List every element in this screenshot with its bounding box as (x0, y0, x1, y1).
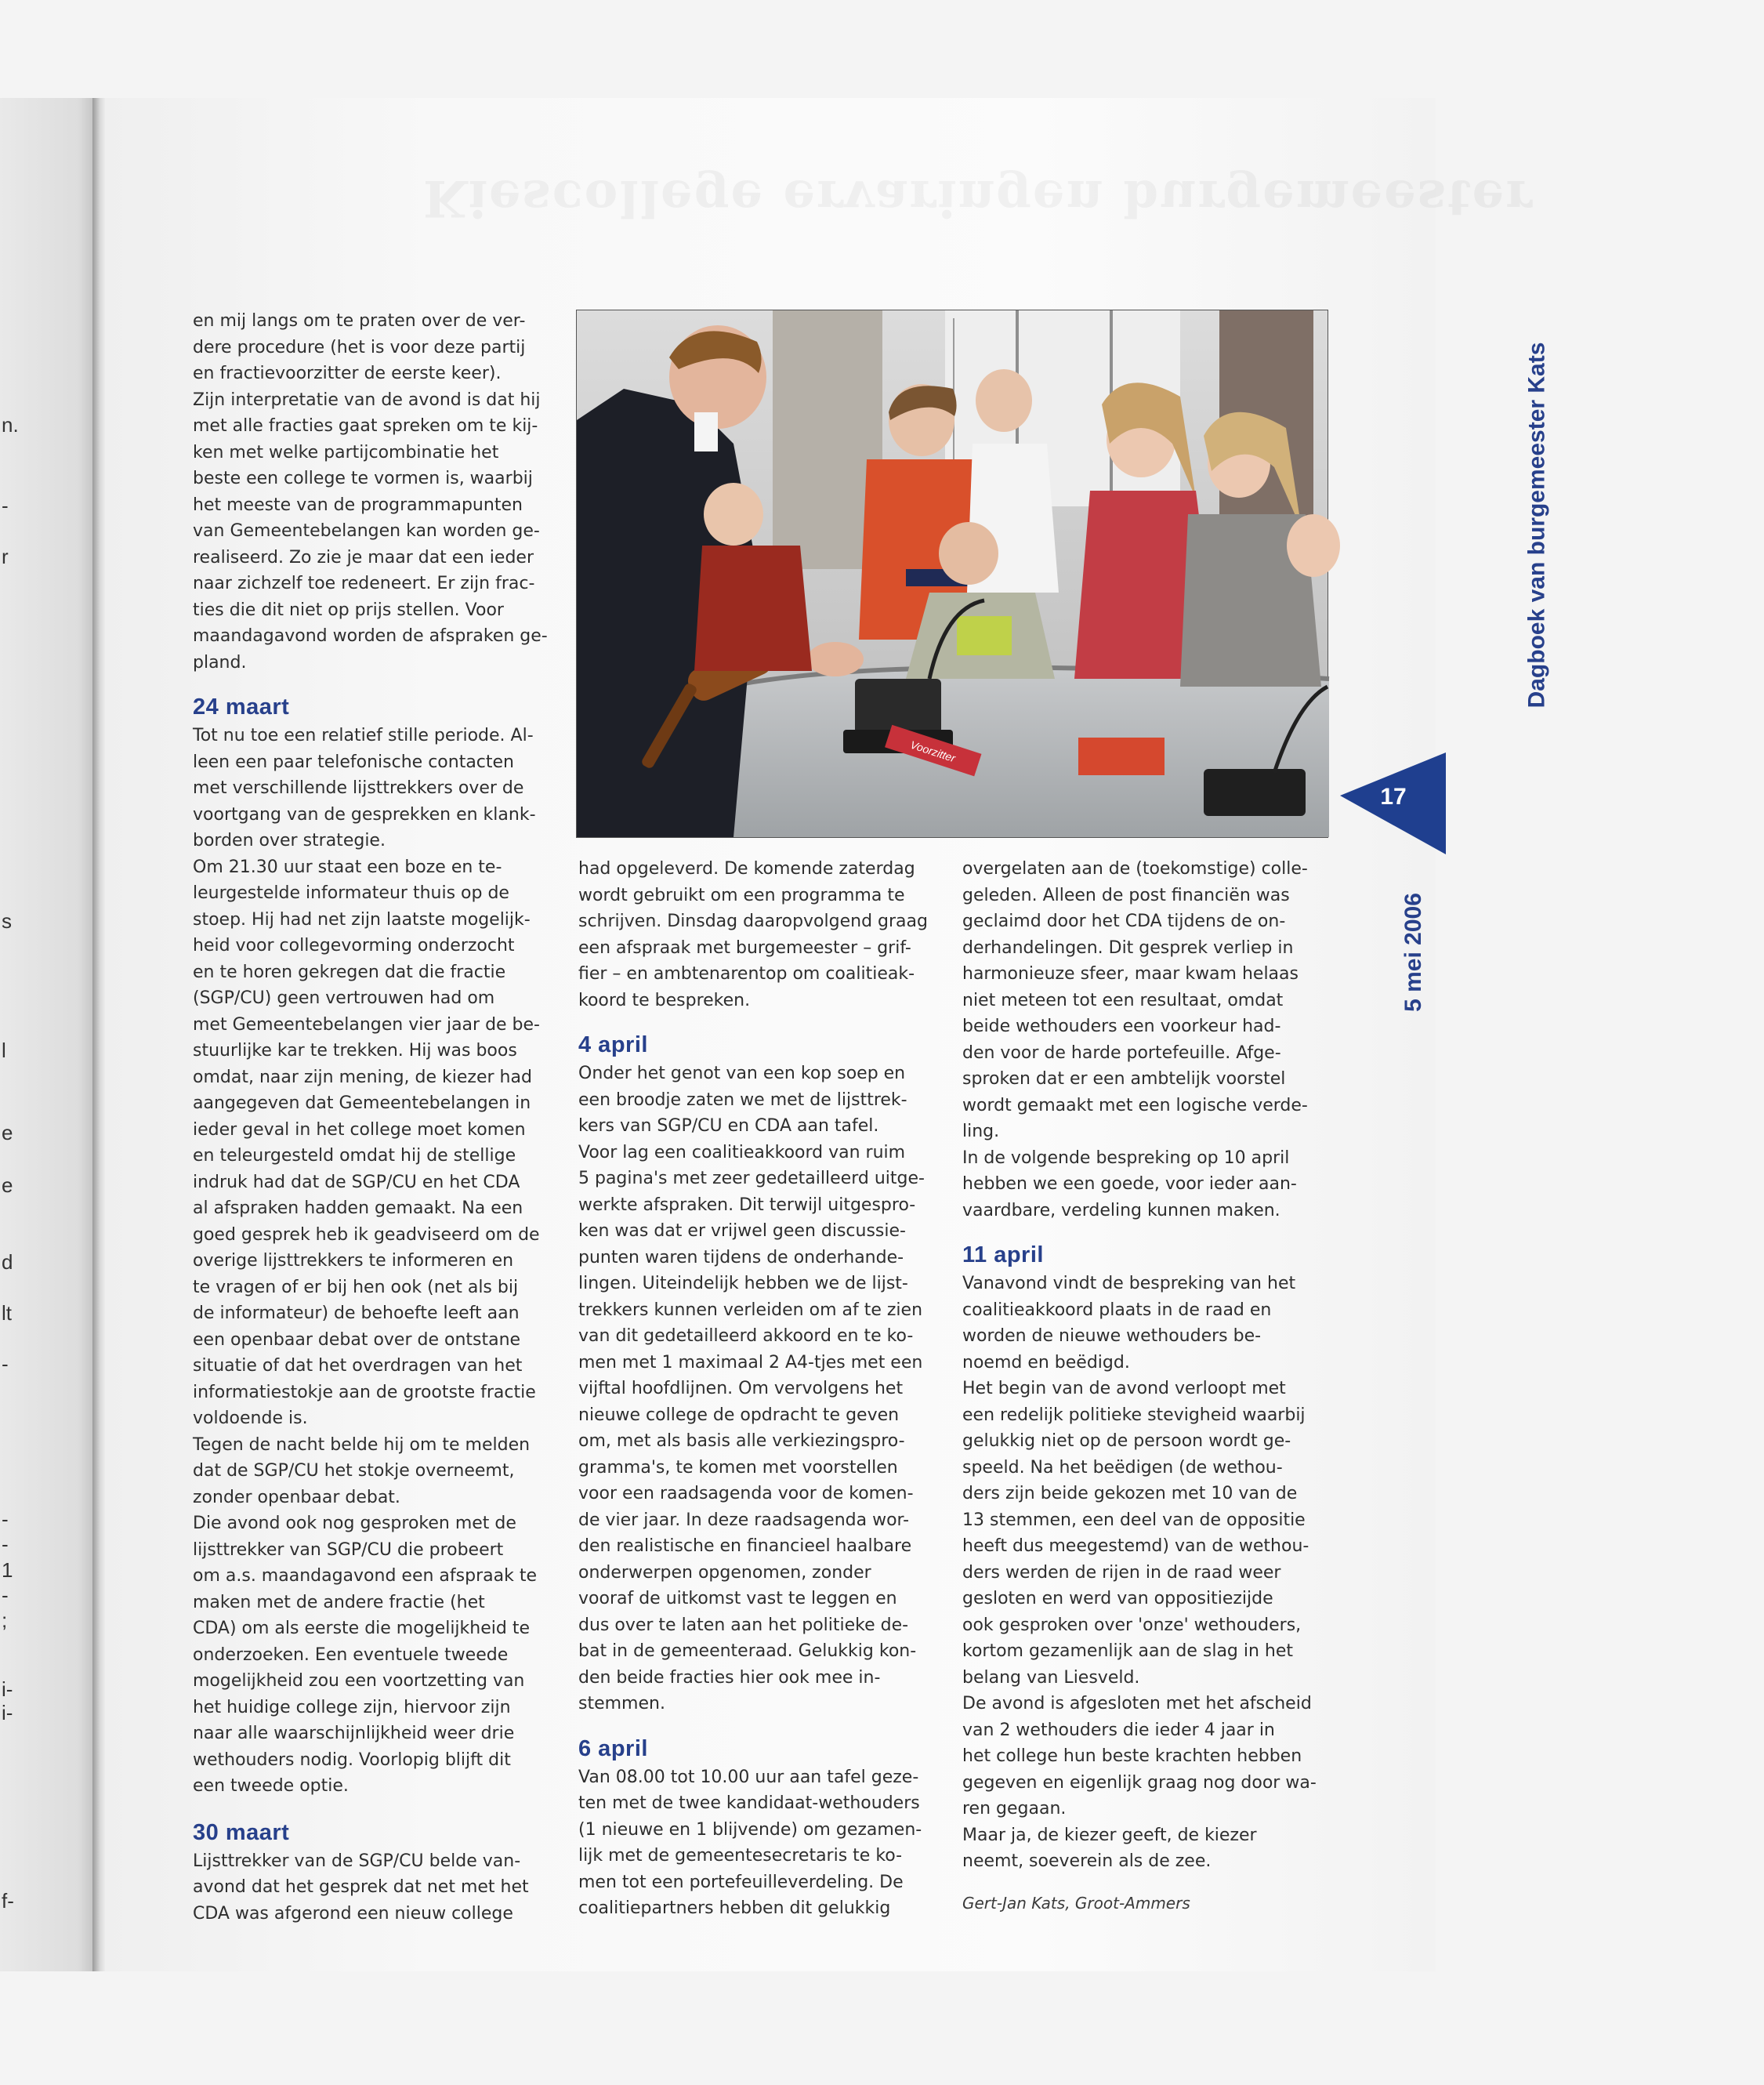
article-column-1 (193, 308, 561, 1927)
author-signature: Gert-Jan Kats, Groot-Ammers (962, 1893, 1190, 1913)
edge-fragment: - (2, 1352, 9, 1376)
paragraph: In de volgende bespreking op 10 april hebben we een goede, voor ieder aan- vaardbare, verdeling kunnen maken. (962, 1148, 1297, 1220)
edge-fragment: - (2, 1507, 9, 1531)
paragraph: had opgeleverd. De komende zaterdag wordt gebruikt om een programma te schrijven. Dinsdag daaropvolgend graag een afspraak met burgemeester – grif- fier – en ambtenarentop om coalitieak- koord te bespreken. (578, 859, 928, 1010)
edge-fragment: - (2, 1532, 9, 1556)
nameplate-text: Voorzitter (908, 738, 958, 765)
edge-fragment: ; (2, 1608, 8, 1632)
paragraph: Tot nu toe een relatief stille periode. Al- leen een paar telefonische contacten met verschillende lijsttrekkers over de voortgang van de gesprekken en klank- borden over strategie. (193, 726, 536, 850)
council-children-photo (577, 310, 1328, 837)
edge-fragment: 1 (2, 1558, 13, 1582)
edge-fragment: f- (2, 1889, 14, 1913)
edge-fragment: r (2, 545, 9, 568)
issue-date-text: 5 mei 2006 (1400, 893, 1426, 1012)
edge-fragment: d (2, 1250, 13, 1274)
running-title (1354, 298, 1550, 752)
page-number: 17 (1380, 784, 1407, 810)
edge-fragment: - (2, 494, 9, 517)
entry-date-heading: 30 maart (193, 1819, 290, 1845)
paragraph: Onder het genot van een kop soep en een broodje zaten we met de lijsttrek- kers van SGP/CU en CDA aan tafel. Voor lag een coalitieakkoord van ruim 5 pagina's met zeer gedetailleerd uitge- werkte afspraken. Dit terwijl uitgespro- ken was dat er vrijwel geen discussie- punten waren tijdens de onderhande- lingen. Uiteindelijk hebben we de lijst- trekkers kunnen verleiden om af te zien van dit gedetailleerd akkoord en te ko- men met 1 maximaal 2 A4-tjes met een vijftal hoofdlijnen. Om vervolgens het nieuwe college de opdracht te geven om, met als basis alle verkiezingspro- gramma's, te komen met voorstellen voor een raadsagenda voor de komen- de vier jaar. In deze raadsagenda wor- den realistische en financieel haalbare onderwerpen opgenomen, zonder vooraf de uitkomst vast te leggen en dus over te laten aan het politieke de- bat in de gemeenteraad. Gelukkig kon- den beide fracties hier ook mee in- stemmen. (578, 1064, 925, 1713)
issue-date (1354, 878, 1456, 1027)
entry-date-heading: 6 april (578, 1735, 648, 1761)
article-column-3 (962, 856, 1331, 1916)
edge-fragment: n. (2, 413, 19, 437)
edge-fragment: i- (2, 1677, 13, 1701)
article-column-2 (578, 856, 947, 1922)
edge-fragment: e (2, 1121, 13, 1144)
paragraph: Vanavond vindt de bespreking van het coalitieakkoord plaats in de raad en worden de nieuwe wethouders be- noemd en beëdigd. (962, 1274, 1296, 1372)
paragraph: Om 21.30 uur staat een boze en te- leurgestelde informateur thuis op de stoep. Hij had net zijn laatste mogelijk- heid voor collegevorming onderzocht en te horen gekregen dat die fractie (SGP/CU) geen vertrouwen had om met Gemeentebelangen vier jaar de be- stuurlijke kar te trekken. Hij was boos omdat, naar zijn mening, de kiezer had aangegeven dat Gemeentebelangen in ieder geval in het college moet komen en teleurgesteld omdat hij de stellige indruk had dat de SGP/CU en het CDA al afspraken hadden gemaakt. Na een goed gesprek heb ik geadviseerd om de overige lijsttrekkers te informeren en te vragen of er bij hen ook (net als bij de informateur) de behoefte leeft aan een openbaar debat over de ontstane situatie of dat het overdragen van het informatiestokje aan de grootste fractie voldoende is. (193, 857, 540, 1428)
edge-fragment: s (2, 909, 12, 933)
paragraph: en mij langs om te praten over de ver- dere procedure (het is voor deze partij en fractievoorzitter de eerste keer). Zijn interpretatie van de avond is dat hij met alle fracties gaat spreken om te kij- ken met welke partijcombinatie het beste een college te vormen is, waarbij het meeste van de programmapunten van Gemeentebelangen kan worden ge- realiseerd. Zo zie je maar dat een ieder naar zichzelf toe redeneert. Er zijn frac- ties die dit niet op prijs stellen. Voor maandagavond worden de afspraken ge- pland. (193, 311, 548, 673)
paragraph: Tegen de nacht belde hij om te melden dat de SGP/CU het stokje overneemt, zonder openbaar debat. (193, 1434, 531, 1507)
paragraph: overgelaten aan de (toekomstige) colle- geleden. Alleen de post financiën was geclaimd door het CDA tijdens de on- derhandelingen. Dit gesprek verliep in harmonieuze sfeer, maar kwam helaas niet meteen tot een resultaat, omdat beide wethouders een voorkeur had- den voor de harde portefeuille. Afge- sproken dat er een ambtelijk voorstel wordt gemaakt met een logische verde- ling. (962, 859, 1308, 1141)
edge-fragment: lt (2, 1301, 12, 1325)
edge-fragment: e (2, 1173, 13, 1197)
entry-date-heading: 24 maart (193, 694, 290, 720)
paragraph: Die avond ook nog gesproken met de lijsttrekker van SGP/CU die probeert om a.s. maandagavond een afspraak te maken met de andere fractie (het CDA) om als eerste die mogelijkheid te onderzoeken. Een eventuele tweede mogelijkheid zou een voortzetting van het huidige college zijn, hiervoor zijn naar alle waarschijnlijkheid weer drie wethouders nodig. Voorlopig blijft dit een tweede optie. (193, 1514, 537, 1796)
edge-fragment: i- (2, 1701, 13, 1724)
page-gutter (92, 98, 105, 1971)
running-title-text: Dagboek van burgemeester Kats (1523, 342, 1550, 709)
mirror-watermark: Kiescollege ervaringen burgemeester (423, 169, 1534, 227)
edge-fragment: l (2, 1039, 6, 1062)
paragraph: Maar ja, de kiezer geeft, de kiezer neemt, soeverein als de zee. (962, 1825, 1257, 1871)
article-photo (576, 310, 1328, 838)
paragraph: Het begin van de avond verloopt met een redelijk politieke stevigheid waarbij gelukkig niet op de persoon wordt ge- speeld. Na het beëdigen (de wethou- ders zijn beide gekozen met 10 van de 13 stemmen, een deel van de oppositie heeft dus meegestemd) van de wethou- ders werden de rijen in de raad weer gesloten en werd van oppositiezijde ook gesproken over 'onze' wethouders, kortom gezamenlijk aan de slag in het belang van Liesveld. (962, 1379, 1309, 1688)
paragraph: De avond is afgesloten met het afscheid van 2 wethouders die ieder 4 jaar in het college hun beste krachten hebben gegeven en eigenlijk graag nog door wa- ren gegaan. (962, 1694, 1317, 1818)
paragraph: Lijsttrekker van de SGP/CU belde van- avond dat het gesprek dat net met het CDA was afgerond een nieuw college (193, 1851, 529, 1924)
entry-date-heading: 11 april (962, 1242, 1044, 1267)
left-page-edge (0, 98, 98, 1971)
edge-fragment: - (2, 1583, 9, 1607)
entry-date-heading: 4 april (578, 1032, 648, 1057)
paragraph: Van 08.00 tot 10.00 uur aan tafel geze- ten met de twee kandidaat-wethouders (1 nieuwe en 1 blijvende) om gezamen- lijk met de gemeentesecretaris te ko- men tot een portefeuilleverdeling. De coalitiepartners hebben dit gelukkig (578, 1767, 922, 1918)
